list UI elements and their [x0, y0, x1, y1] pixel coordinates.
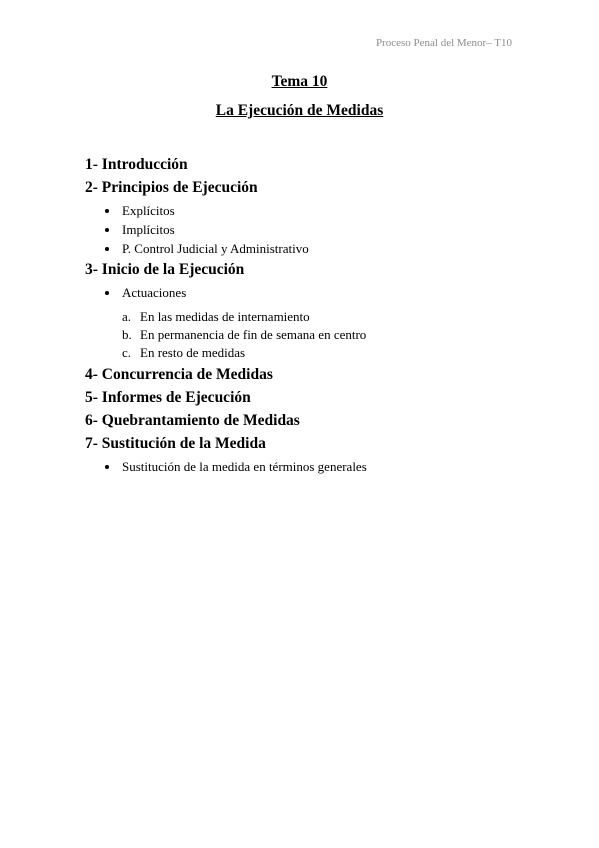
bullet-icon — [105, 228, 109, 232]
list-item — [105, 201, 525, 220]
list-item-text: Implícitos — [122, 222, 175, 237]
section-3-subitems — [85, 304, 525, 365]
section-7-bullets — [85, 454, 525, 478]
section-heading-4: 4- Concurrencia de Medidas — [85, 366, 273, 383]
list-item-text: Actuaciones — [122, 285, 187, 300]
topic-title: La Ejecución de Medidas — [215, 102, 384, 119]
title-block — [0, 72, 599, 130]
bullet-icon — [105, 247, 109, 251]
sub-item-marker: a. — [122, 309, 132, 324]
bullet-icon — [105, 291, 109, 295]
sub-list-item — [122, 344, 525, 362]
section-heading-5: 5- Informes de Ejecución — [85, 389, 251, 406]
bullet-icon — [105, 465, 109, 469]
list-item — [105, 220, 525, 239]
sub-item-text: En las medidas de internamiento — [140, 309, 310, 324]
section-heading-7: 7- Sustitución de la Medida — [85, 435, 266, 452]
list-item-text: P. Control Judicial y Administrativo — [122, 241, 309, 256]
section-heading-6: 6- Quebrantamiento de Medidas — [85, 412, 300, 429]
page-header: Proceso Penal del Menor– T10 — [375, 37, 512, 49]
bullet-icon — [105, 209, 109, 213]
sub-list-item — [122, 326, 525, 344]
list-item-text: Sustitución de la medida en términos generales — [122, 459, 367, 474]
sub-list-item — [122, 308, 525, 326]
topic-number-title: Tema 10 — [271, 73, 328, 90]
sub-item-text: En resto de medidas — [140, 345, 246, 360]
list-item — [105, 239, 525, 258]
section-heading-3: 3- Inicio de la Ejecución — [85, 261, 245, 278]
section-heading-1: 1- Introducción — [85, 156, 188, 173]
section-3-bullets — [85, 280, 525, 304]
section-2-bullets — [85, 198, 525, 260]
table-of-contents — [85, 155, 525, 478]
section-heading-2: 2- Principios de Ejecución — [85, 179, 258, 196]
list-item — [105, 283, 525, 302]
sub-item-text: En permanencia de fin de semana en centro — [140, 327, 367, 342]
list-item-text: Explícitos — [122, 203, 175, 218]
list-item — [105, 457, 525, 476]
sub-item-marker: c. — [122, 345, 132, 360]
sub-item-marker: b. — [122, 327, 132, 342]
